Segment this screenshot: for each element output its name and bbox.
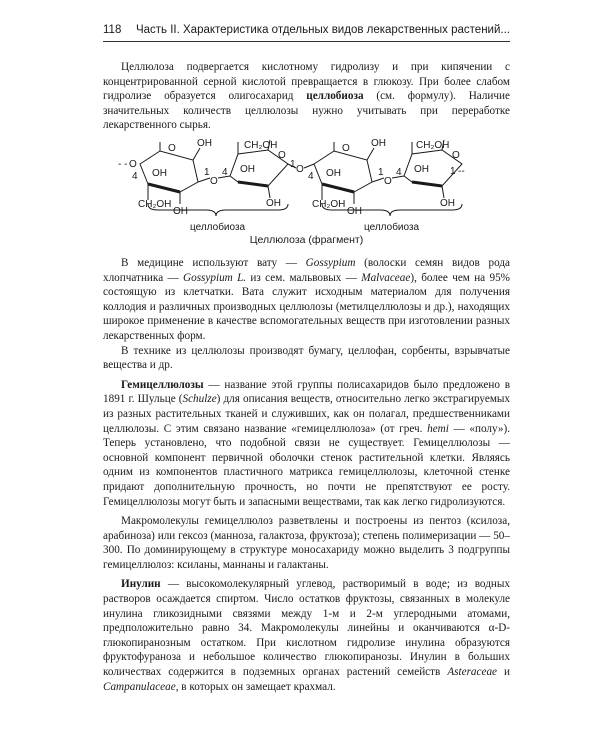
svg-text:OH: OH bbox=[414, 164, 429, 175]
svg-text:O: O bbox=[342, 143, 350, 154]
term-hemicelluloses: Гемицеллюлозы bbox=[121, 378, 204, 391]
svg-text:4: 4 bbox=[396, 167, 402, 178]
svg-text:OH: OH bbox=[240, 164, 255, 175]
paragraph-technical-uses: В технике из целлюлозы производят бумагу, целлофан, сорбенты, взрывчатые вещества и др. bbox=[103, 344, 510, 372]
page-header bbox=[103, 23, 510, 42]
svg-text:OH: OH bbox=[197, 138, 212, 149]
intro-block bbox=[103, 60, 510, 133]
svg-text:CH₂OH: CH₂OH bbox=[416, 140, 450, 151]
svg-text:OH: OH bbox=[152, 168, 167, 179]
svg-text:O: O bbox=[129, 159, 137, 170]
svg-text:O: O bbox=[452, 150, 460, 161]
cellulose-structure-figure bbox=[118, 134, 468, 250]
svg-text:O: O bbox=[210, 176, 218, 187]
svg-text:OH: OH bbox=[440, 198, 455, 209]
svg-text:O: O bbox=[278, 150, 286, 161]
svg-text:OH: OH bbox=[266, 198, 281, 209]
term-cellobiose: целлобиоза bbox=[306, 90, 364, 103]
svg-text:O: O bbox=[296, 164, 304, 175]
svg-text:O: O bbox=[168, 143, 176, 154]
cellobiose-brace-label-1: целлобиоза bbox=[190, 222, 246, 233]
svg-text:OH: OH bbox=[347, 206, 362, 217]
svg-text:4: 4 bbox=[222, 167, 228, 178]
svg-text:OH: OH bbox=[173, 206, 188, 217]
paragraph-hemicellulose-structure: Макромолекулы гемицеллюлоз разветвлены и построены из пентоз (ксилоза, арабиноза) или гексоз (манноза, галактоза, фруктоза); степень полимеризации — 50–300. По доминирующему в структуре моносахариду можно выделить 3 подгруппы гемицеллюлоз: ксиланы, маннаны и галактаны. bbox=[103, 515, 510, 571]
chain-end-dash: -- bbox=[458, 166, 465, 177]
ring-bonds bbox=[140, 140, 462, 216]
figure-caption: Целлюлоза (фрагмент) bbox=[249, 234, 364, 246]
svg-text:CH₂OH: CH₂OH bbox=[312, 199, 346, 210]
svg-text:OH: OH bbox=[371, 138, 386, 149]
svg-text:CH₂OH: CH₂OH bbox=[244, 140, 278, 151]
svg-text:OH: OH bbox=[326, 168, 341, 179]
svg-text:O: O bbox=[384, 176, 392, 187]
svg-text:1: 1 bbox=[378, 167, 384, 178]
svg-text:1: 1 bbox=[450, 166, 456, 177]
body-text bbox=[103, 256, 510, 694]
running-title: Часть II. Характеристика отдельных видов лекарственных растений... bbox=[135, 24, 510, 36]
svg-text:4: 4 bbox=[132, 171, 138, 182]
svg-text:1: 1 bbox=[290, 159, 296, 170]
paragraph-cellulose-hydrolysis: Целлюлоза подвергается кислотному гидролизу и при кипячении с концентрированной серной кислотой превращается в глюкозу. При более слабом гидролизе образуется олигосахарид целлобиоза (см. формулу). Наличие значительных количеств целлюлозы нужно учитывать при переработке лекарственного сырья. bbox=[103, 61, 510, 132]
cellobiose-brace-label-2: целлобиоза bbox=[364, 222, 420, 233]
svg-text:4: 4 bbox=[308, 171, 314, 182]
svg-text:1: 1 bbox=[204, 167, 210, 178]
term-inulin: Инулин bbox=[121, 578, 161, 591]
svg-text:CH₂OH: CH₂OH bbox=[138, 199, 172, 210]
paragraph-cotton: В медицине используют вату — Gossypium (волоски семян видов рода хлопчатника — Gossypium L. из сем. мальвовых — Malvaceae), более чем на 95% состоящую из клетчатки. Вата служит исходным материалом для получения коллодия и различных производных целлюлозы (метилцеллюлозы и др.), находящих широкое применение в качестве вспомогательных веществ при изготовлении разных лекарственных форм. bbox=[103, 257, 510, 342]
chain-start-dash: - - bbox=[118, 159, 128, 170]
paragraph-hemicelluloses: Гемицеллюлозы — название этой группы полисахаридов было предложено в 1891 г. Шульце (Schulze) для описания веществ, относительно легко экстрагируемых из разных растительных тканей и служивших, как он полагал, предшественниками целлюлозы. С этим связано название «гемицеллюлоза» (от греч. hemi — «полу»). Теперь установлено, что подобной связи не существует. Гемицеллюлозы — основной компонент первичной оболочки стенок растительной клетки. Являясь одним из компонентов пластичного матрикса гемицеллюлозы, клеточной стенке придают дополнительную прочность, но почти не препятствуют ее росту. Гемицеллюлозы могут быть и запасными веществами, так как легко гидролизуются. bbox=[103, 378, 511, 508]
cellulose-structure-diagram bbox=[118, 134, 468, 234]
paragraph-inulin: Инулин — высокомолекулярный углевод, растворимый в воде; из водных растворов осаждается спиртом. Число остатков фруктозы, связанных в молекуле инулина гликозидными связями между 1-м и 2-м углеродными атомами, предположительно равно 34. Макромолекулы линейны и оканчиваются α-D-глюкопиранозным остатком. При кислотном гидролизе инулина образуются фруктофураноза и небольшое количество глюкопиранозы. Инулин в больших количествах содержится в подземных органах растений семейств Asteraceae и Campanulaceae, в которых он замещает крахмал. bbox=[103, 578, 510, 693]
page-number: 118 bbox=[103, 24, 122, 36]
